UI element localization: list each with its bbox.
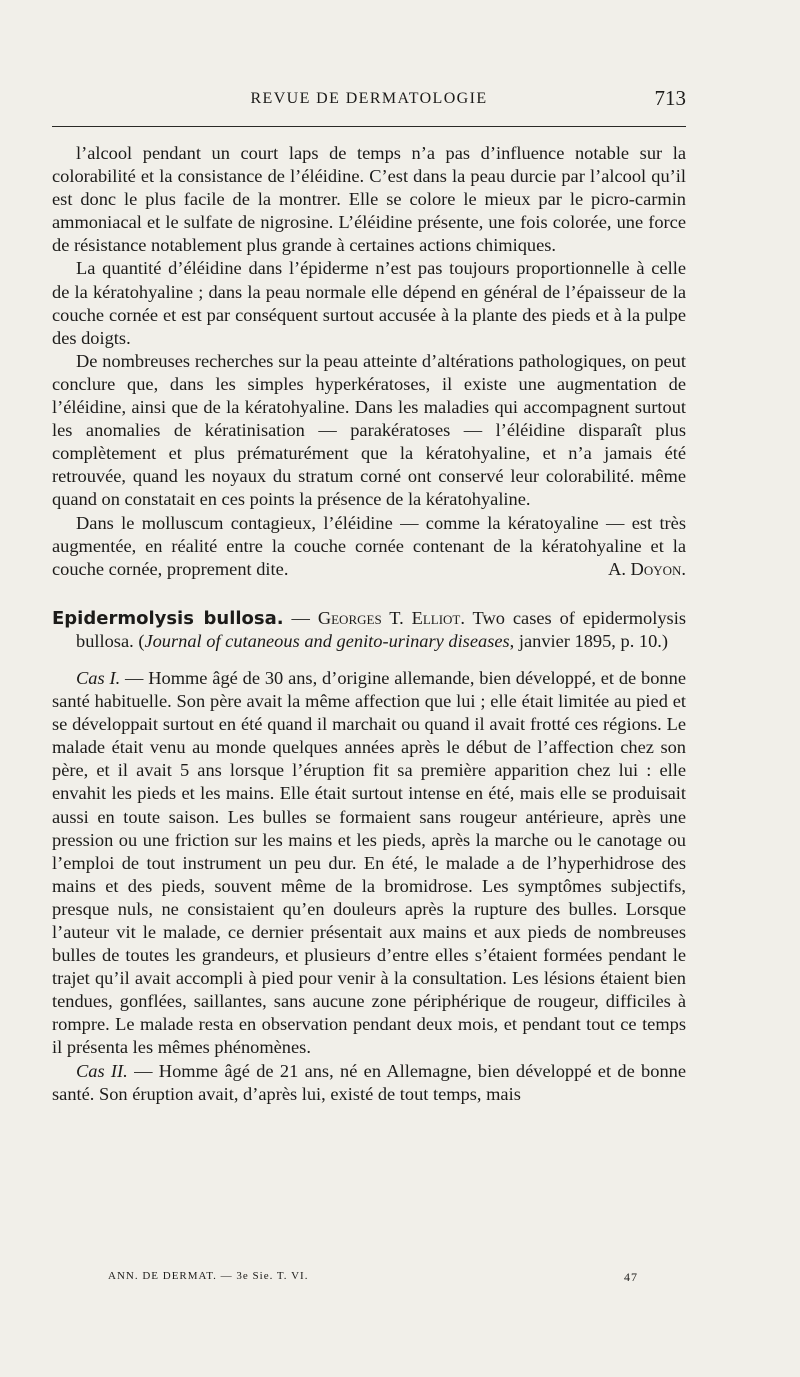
running-title: REVUE DE DERMATOLOGIE (250, 90, 488, 107)
review-title: Two cases of epidermolysis bullosa. ( (76, 607, 686, 651)
case-2 (52, 1060, 686, 1106)
footer-signature-number: 47 (624, 1270, 638, 1284)
article-body (52, 142, 686, 1106)
paragraph-4-text: Dans le molluscum contagieux, l’éléidine — comme la kératoyaline — est très augmentée, en réalité entre la couche cornée contenant de la kératohyaline et la couche cornée, proprement dite. (52, 512, 686, 579)
paragraph-4 (52, 512, 686, 581)
page-footer (108, 1270, 638, 1288)
case-1 (52, 667, 686, 1060)
signature: A. Doyon. (608, 558, 686, 579)
paragraph-2: La quantité d’éléidine dans l’épiderme n’est pas toujours proportionnelle à celle de la kératohyaline ; dans la peau normale elle dépend en général de l’épaisseur de la couche cornée et est par conséquent surtout accusée à la plante des pieds et à la pulpe des doigts. (52, 258, 686, 348)
paragraph-1: l’alcool pendant un court laps de temps n’a pas d’influence notable sur la colorabilité et la consistance de l’éléidine. C’est dans la peau durcie par l’alcool qu’il est donc le plus facile de la montrer. Elle se colore le mieux par le picro-carmin ammoniacal et le sulfate de nigrosine. L’éléidine présente, une fois colorée, une force de résistance notablement plus grande à certaines actions chimiques. (52, 143, 686, 256)
case-1-label: Cas I. (76, 667, 121, 688)
page-number: 713 (654, 86, 686, 110)
review-entry (52, 607, 686, 653)
case-2-label: Cas II. (76, 1060, 128, 1081)
review-author: Georges T. Elliot. (317, 607, 465, 628)
review-heading: Epidermolysis bullosa. (52, 607, 284, 629)
page-header (52, 88, 686, 114)
review-dash: — (283, 607, 318, 628)
case-1-text: — Homme âgé de 30 ans, d’origine allemande, bien développé, et de bonne santé habituelle. Son père avait la même affection que lui ; elle était limitée au pied et se développait surtout en été quand il marchait ou quand il avait frotté ces régions. Le malade était venu au monde quelques années après le début de l’affection chez son père, et il avait 5 ans lorsque l’éruption fit sa première apparition chez lui : elle envahit les pieds et les mains. Elle était surtout intense en été, mais elle se produisait aussi en toute saison. Les bulles se formaient sans rougeur antérieure, après une pression ou une friction sur les mains et les pieds, après la marche ou le canotage ou l’emploi de tout instrument un peu dur. En été, le malade a de l’hyperhidrose des mains et des pieds, souvent même de la bromidrose. Les symptômes subjectifs, presque nuls, ne consistaient qu’en douleurs après la rupture des bulles. Lorsque l’auteur vit le malade, ce dernier présentait aux mains et aux pieds de nombreuses bulles de toutes les grandeurs, et plusieurs d’entre elles s’étaient formées pendant le trajet qu’il avait accompli à pied pour venir à la consultation. Les lésions étaient bien tendues, gonflées, saillantes, sans aucune zone périphérique de rougeur, difficiles à rompre. Le malade resta en observation pendant deux mois, et pendant tout ce temps il présenta les mêmes phénomènes. (52, 667, 686, 1058)
header-rule (52, 126, 686, 127)
review-citation-end: , janvier 1895, p. 10.) (509, 630, 669, 651)
review-journal: Journal of cutaneous and genito-urinary diseases (144, 630, 510, 651)
case-2-text: — Homme âgé de 21 ans, né en Allemagne, bien développé et de bonne santé. Son éruption avait, d’après lui, existé de tout temps, mais (52, 1060, 686, 1104)
footer-journal-ref: ANN. DE DERMAT. — 3e Sie. T. VI. (108, 1270, 309, 1282)
paragraph-3: De nombreuses recherches sur la peau atteinte d’altérations pathologiques, on peut conclure que, dans les simples hyperkératoses, il existe une augmentation de l’éléidine, ainsi que de la kératohyaline. Dans les maladies qui accompagnent surtout les anomalies de kératinisation — parakératoses — l’éléidine disparaît plus complètement et plus prématurément que la kératohyaline, et n’a jamais été retrouvée, quand les noyaux du stratum corné ont conservé leur colorabilité. même quand on constatait en ces points la présence de la kératohyaline. (52, 350, 686, 510)
